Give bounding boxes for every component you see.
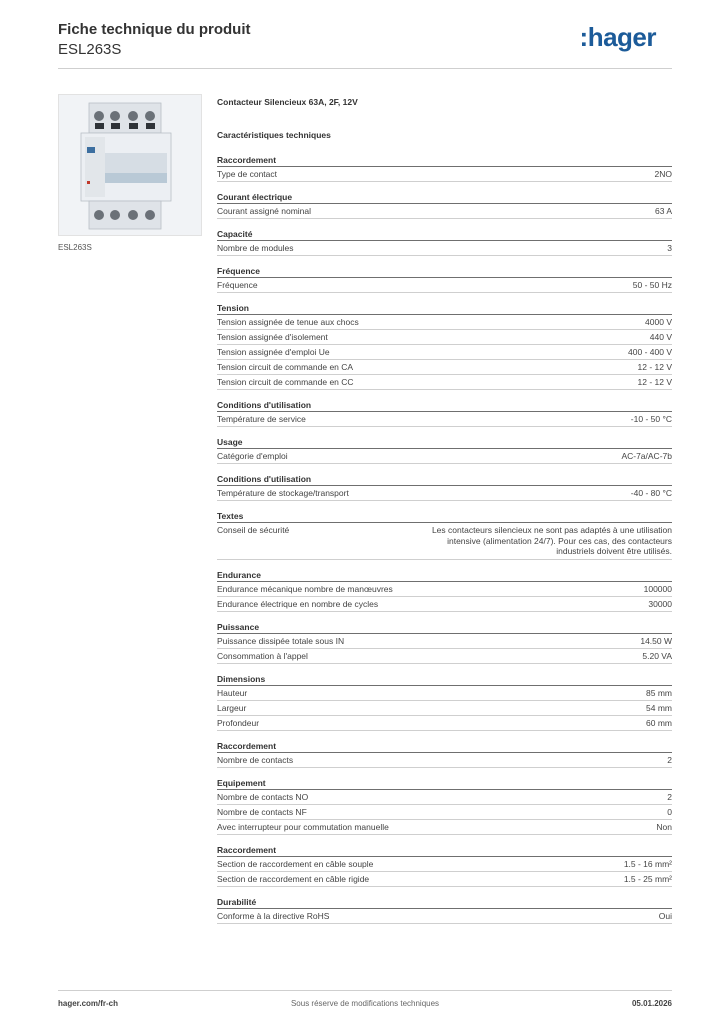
spec-row (217, 204, 672, 219)
spec-value: 1.5 - 16 mm² (623, 858, 672, 869)
spec-row (217, 820, 672, 835)
spec-label: Conseil de sécurité (217, 525, 290, 535)
spec-row (217, 582, 672, 597)
spec-label: Température de service (217, 414, 306, 424)
spec-section (217, 622, 672, 664)
spec-label: Tension assignée d'emploi Ue (217, 347, 330, 357)
section-title: Dimensions (217, 674, 672, 686)
spec-row (217, 634, 672, 649)
spec-section (217, 897, 672, 924)
spec-row (217, 241, 672, 256)
header-divider (58, 68, 672, 69)
spec-value: 63 A (654, 206, 672, 216)
section-title: Conditions d'utilisation (217, 400, 672, 412)
spec-row (217, 330, 672, 345)
spec-section (217, 570, 672, 612)
spec-section (217, 845, 672, 887)
spec-label: Avec interrupteur pour commutation manuelle (217, 821, 389, 832)
spec-sections (217, 155, 672, 924)
section-title: Raccordement (217, 741, 672, 753)
spec-label: Consommation à l'appel (217, 650, 308, 661)
spec-value: 12 - 12 V (637, 377, 672, 387)
spec-value: 0 (667, 806, 672, 817)
spec-value: Oui (658, 910, 672, 921)
spec-label: Endurance mécanique nombre de manœuvres (217, 583, 393, 594)
spec-label: Température de stockage/transport (217, 488, 349, 498)
spec-row (217, 167, 672, 182)
spec-row (217, 701, 672, 716)
spec-section (217, 266, 672, 293)
spec-row (217, 857, 672, 872)
spec-value: 5.20 VA (642, 650, 672, 661)
spec-row (217, 805, 672, 820)
spec-value: 12 - 12 V (637, 362, 672, 372)
spec-row (217, 449, 672, 464)
spec-section (217, 192, 672, 219)
spec-row (217, 486, 672, 501)
section-title: Capacité (217, 229, 672, 241)
section-title: Raccordement (217, 845, 672, 857)
spec-row (217, 686, 672, 701)
section-title: Courant électrique (217, 192, 672, 204)
spec-row (217, 909, 672, 924)
page-header (58, 20, 672, 68)
spec-label: Hauteur (217, 687, 248, 698)
spec-label: Nombre de modules (217, 243, 294, 253)
spec-value: 50 - 50 Hz (632, 280, 672, 290)
spec-value: 1.5 - 25 mm² (623, 873, 672, 884)
spec-label: Section de raccordement en câble rigide (217, 873, 370, 884)
spec-section (217, 474, 672, 501)
section-title: Tension (217, 303, 672, 315)
spec-section (217, 155, 672, 182)
spec-label: Endurance électrique en nombre de cycles (217, 598, 379, 609)
product-image-caption: ESL263S (58, 243, 92, 252)
spec-section (217, 229, 672, 256)
spec-value: Les contacteurs silencieux ne sont pas adaptés à une utilisation intensive (alimentation 24/7). Pour ces cas, des contacteurs industriels doivent être utilisés. (431, 525, 672, 556)
spec-row (217, 345, 672, 360)
specs-title: Caractéristiques techniques (217, 130, 331, 140)
footer-date: 05.01.2026 (631, 999, 672, 1008)
spec-value: 60 mm (646, 717, 672, 728)
footer-website-link[interactable]: hager.com/fr-ch (58, 999, 119, 1008)
spec-label: Largeur (217, 702, 247, 713)
spec-value: 85 mm (646, 687, 672, 698)
product-image (58, 94, 202, 236)
spec-section (217, 511, 672, 560)
doc-title: Fiche technique du produit (58, 21, 251, 38)
spec-row (217, 412, 672, 427)
spec-label: Nombre de contacts (217, 754, 294, 765)
spec-section (217, 400, 672, 427)
section-title: Fréquence (217, 266, 672, 278)
spec-row (217, 753, 672, 768)
section-title: Durabilité (217, 897, 672, 909)
spec-label: Tension assignée de tenue aux chocs (217, 317, 359, 327)
spec-label: Tension circuit de commande en CA (217, 362, 354, 372)
section-title: Equipement (217, 778, 672, 790)
spec-value: 3 (667, 243, 672, 253)
spec-label: Nombre de contacts NO (217, 791, 309, 802)
spec-value: 4000 V (645, 317, 672, 327)
spec-value: -10 - 50 °C (630, 414, 672, 424)
spec-label: Section de raccordement en câble souple (217, 858, 374, 869)
spec-row (217, 360, 672, 375)
spec-value: AC-7a/AC-7b (621, 451, 672, 461)
product-name: Contacteur Silencieux 63A, 2F, 12V (217, 97, 358, 107)
spec-value: Non (656, 821, 672, 832)
section-title: Endurance (217, 570, 672, 582)
spec-row (217, 278, 672, 293)
spec-label: Tension assignée d'isolement (217, 332, 328, 342)
section-title: Usage (217, 437, 672, 449)
hager-logo[interactable]: :hager (579, 22, 656, 52)
spec-label: Profondeur (217, 717, 260, 728)
spec-value: 2 (667, 754, 672, 765)
section-title: Puissance (217, 622, 672, 634)
spec-row (217, 315, 672, 330)
spec-value: 54 mm (646, 702, 672, 713)
spec-value: 14.50 W (640, 635, 672, 646)
spec-value: 2NO (654, 169, 672, 179)
spec-section (217, 778, 672, 835)
spec-label: Catégorie d'emploi (217, 451, 288, 461)
spec-label: Conforme à la directive RoHS (217, 910, 330, 921)
spec-value: 100000 (643, 583, 672, 594)
spec-row (217, 523, 672, 560)
spec-label: Type de contact (217, 169, 278, 179)
spec-row (217, 872, 672, 887)
page-footer (58, 999, 672, 1011)
spec-value: 440 V (649, 332, 672, 342)
spec-value: 2 (667, 791, 672, 802)
section-title: Textes (217, 511, 672, 523)
footer-divider (58, 990, 672, 991)
spec-row (217, 716, 672, 731)
section-title: Conditions d'utilisation (217, 474, 672, 486)
contactor-icon (59, 95, 201, 235)
spec-value: 30000 (648, 598, 672, 609)
spec-label: Fréquence (217, 280, 258, 290)
spec-value: -40 - 80 °C (630, 488, 672, 498)
spec-label: Puissance dissipée totale sous IN (217, 635, 345, 646)
spec-label: Tension circuit de commande en CC (217, 377, 354, 387)
spec-label: Courant assigné nominal (217, 206, 312, 216)
spec-section (217, 674, 672, 731)
section-title: Raccordement (217, 155, 672, 167)
spec-row (217, 375, 672, 390)
doc-subtitle: ESL263S (58, 41, 122, 58)
footer-disclaimer: Sous réserve de modifications techniques (290, 999, 440, 1008)
spec-content (217, 97, 672, 924)
spec-row (217, 649, 672, 664)
spec-row (217, 597, 672, 612)
spec-row (217, 790, 672, 805)
spec-section (217, 303, 672, 390)
spec-section (217, 437, 672, 464)
spec-value: 400 - 400 V (628, 347, 672, 357)
spec-section (217, 741, 672, 768)
spec-label: Nombre de contacts NF (217, 806, 307, 817)
